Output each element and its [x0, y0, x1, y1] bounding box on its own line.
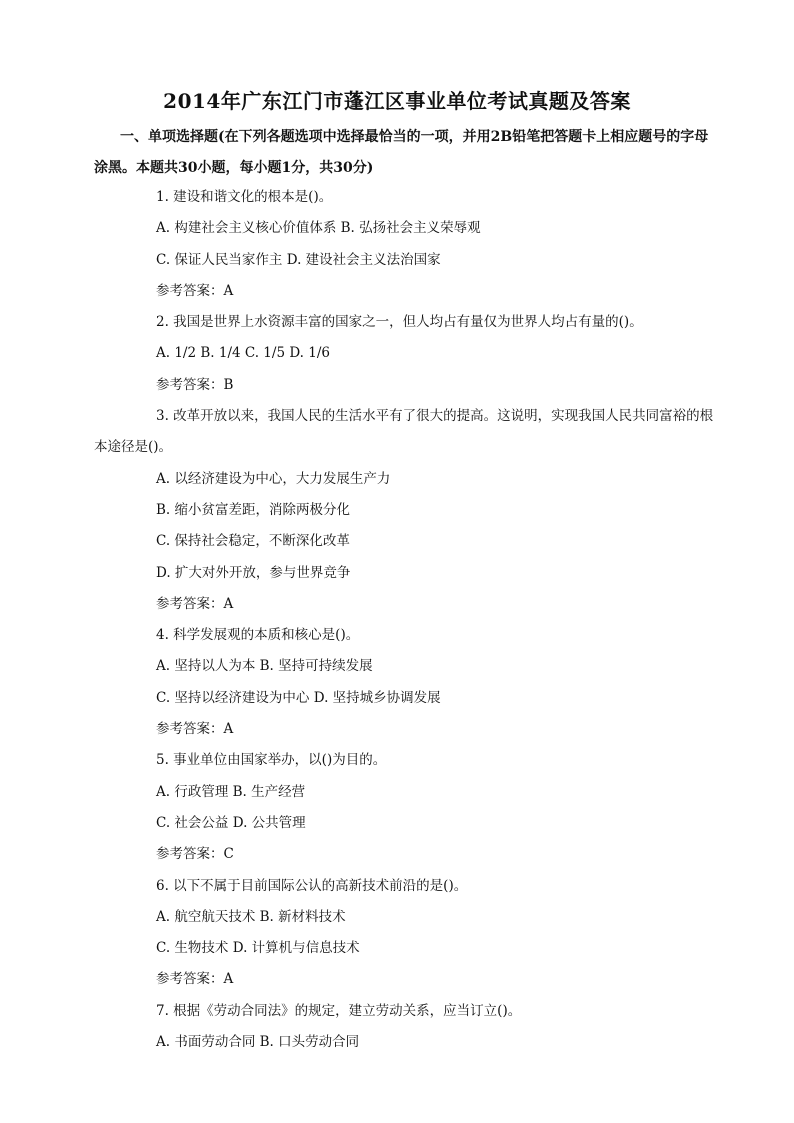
- question-answer: 参考答案：B: [156, 376, 234, 393]
- question-stem: 1. 建设和谐文化的根本是()。: [156, 189, 333, 205]
- question-answer: 参考答案：A: [156, 971, 234, 988]
- question-stem: 3. 改革开放以来，我国人民的生活水平有了很大的提高。这说明，实现我国人民共同富裕的根本途径是()。: [94, 408, 714, 456]
- question-option: C. 生物技术 D. 计算机与信息技术: [156, 940, 360, 957]
- page-title: 2014年广东江门市蓬江区事业单位考试真题及答案: [163, 89, 631, 113]
- question-option: B. 缩小贫富差距，消除两极分化: [156, 501, 351, 518]
- question-option: D. 扩大对外开放，参与世界竞争: [156, 564, 351, 581]
- question-answer: 参考答案：A: [156, 282, 234, 299]
- question-option: C. 社会公益 D. 公共管理: [156, 814, 306, 831]
- question-option: A. 行政管理 B. 生产经营: [156, 783, 306, 800]
- question-option: C. 坚持以经济建设为中心 D. 坚持城乡协调发展: [156, 689, 441, 706]
- question-stem: 2. 我国是世界上水资源丰富的国家之一，但人均占有量仅为世界人均占有量的()。: [156, 314, 643, 331]
- question-stem: 6. 以下不属于目前国际公认的高新技术前沿的是()。: [156, 877, 468, 894]
- question-option: C. 保证人民当家作主 D. 建设社会主义法治国家: [156, 251, 441, 268]
- question-option: A. 1/2 B. 1/4 C. 1/5 D. 1/6: [156, 345, 330, 362]
- question-stem: 5. 事业单位由国家举办，以()为目的。: [156, 752, 387, 769]
- question-option: A. 坚持以人为本 B. 坚持可持续发展: [156, 658, 373, 675]
- question-option: A. 以经济建设为中心，大力发展生产力: [156, 470, 391, 487]
- question-stem: 7. 根据《劳动合同法》的规定，建立劳动关系，应当订立()。: [156, 1002, 522, 1019]
- question-option: C. 保持社会稳定，不断深化改革: [156, 533, 350, 550]
- question-answer: 参考答案：A: [156, 595, 234, 612]
- question-option: A. 构建社会主义核心价值体系 B. 弘扬社会主义荣辱观: [156, 220, 481, 237]
- question-option: A. 书面劳动合同 B. 口头劳动合同: [156, 1034, 360, 1051]
- question-stem: 4. 科学发展观的本质和核心是()。: [156, 627, 360, 644]
- question-answer: 参考答案：A: [156, 721, 234, 738]
- section-heading: 一、单项选择题(在下列各题选项中选择最恰当的一项，并用2B铅笔把答题卡上相应题号的字母涂黑。本题共30小题，每小题1分，共30分): [94, 129, 709, 176]
- question-list: [94, 182, 714, 1058]
- question-answer: 参考答案：C: [156, 846, 234, 863]
- question-option: A. 航空航天技术 B. 新材料技术: [156, 908, 346, 925]
